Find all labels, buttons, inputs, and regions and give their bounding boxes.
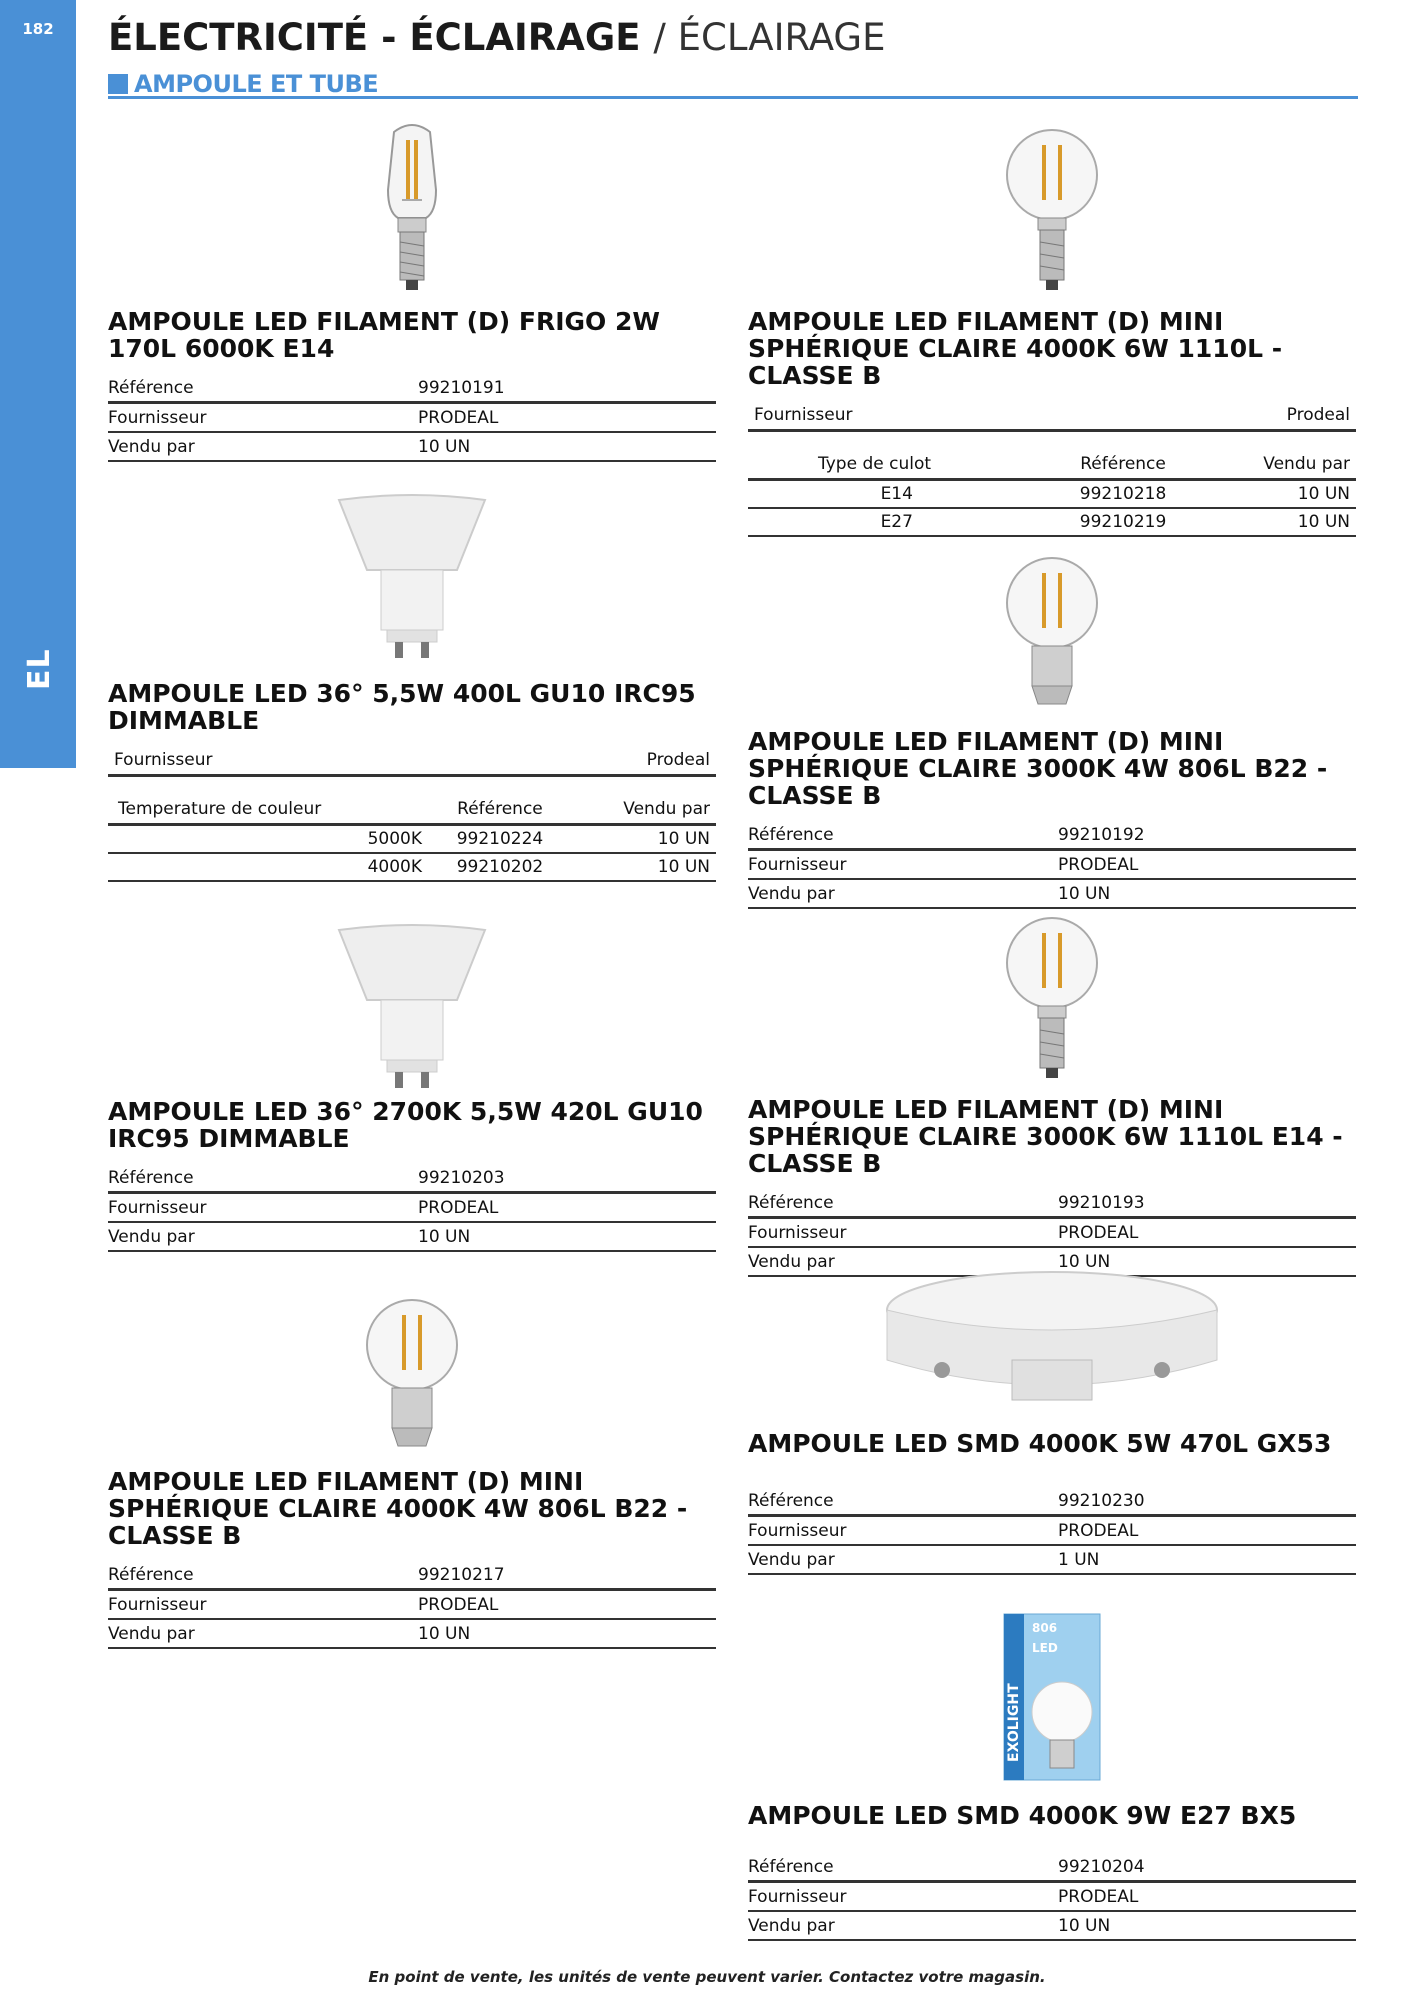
spec-key: Vendu par [748,879,1058,908]
spec-value: 10 UN [1058,1247,1356,1276]
spec-key: Fournisseur [108,1193,418,1223]
spec-value: 10 UN [418,1222,716,1251]
spec-value: PRODEAL [1058,850,1356,880]
column-header: Vendu par [1201,450,1356,480]
filament-bulb-e14-tubular-icon [372,120,452,298]
product-card [108,1290,716,1649]
table-cell: 10 UN [1201,480,1356,509]
product-title: AMPOULE LED SMD 4000K 5W 470L GX53 [748,1429,1332,1458]
spec-value: PRODEAL [1058,1516,1356,1546]
section-title: AMPOULE ET TUBE [134,70,379,98]
page-title [108,16,885,59]
table-row [108,853,716,881]
spec-row [748,1911,1356,1940]
product-image [108,1290,716,1458]
spec-value: 10 UN [1058,1911,1356,1940]
table-cell: 5000K [108,825,428,854]
spec-value: 99210204 [1058,1853,1356,1882]
product-spec-table [108,374,716,462]
product-spec-table [748,1189,1356,1277]
page-title-sub: / ÉCLAIRAGE [653,16,886,59]
spec-key: Fournisseur [108,1590,418,1620]
spec-key: Vendu par [108,1619,418,1648]
product-spec-table [748,1487,1356,1575]
table-cell: 4000K [108,853,428,881]
spec-key: Référence [108,1561,418,1590]
gu10-spot-bulb-icon [337,490,487,660]
spec-value: 10 UN [1058,879,1356,908]
product-title: AMPOULE LED FILAMENT (D) MINI SPHÉRIQUE CLAIRE 3000K 4W 806L B22 - CLASSE B [748,727,1328,810]
section-header [108,70,1358,99]
gu10-spot-bulb-icon [337,920,487,1090]
filament-bulb-e14-round-icon [1002,908,1102,1086]
spec-key: Fournisseur [108,403,418,433]
table-row [108,825,716,854]
supplier-value: Prodeal [1286,405,1350,425]
spec-value: PRODEAL [1058,1218,1356,1248]
column-header: Vendu par [572,795,716,825]
spec-row [108,1561,716,1590]
page-title-main: ÉLECTRICITÉ - ÉCLAIRAGE [108,16,641,59]
product-spec-table [108,1561,716,1649]
spec-key: Référence [108,374,418,403]
product-image [108,920,716,1088]
table-row [748,480,1356,509]
spec-row [748,1853,1356,1882]
spec-row [108,374,716,403]
spec-key: Référence [108,1164,418,1193]
spec-value: 99210230 [1058,1487,1356,1516]
spec-row [748,1516,1356,1546]
supplier-row [748,401,1356,432]
spec-row [748,879,1356,908]
table-cell: 10 UN [572,853,716,881]
spec-key: Vendu par [748,1545,1058,1574]
table-cell: 10 UN [572,825,716,854]
box-tech-text: LED [1032,1641,1058,1655]
spec-key: Fournisseur [748,1516,1058,1546]
spec-row [748,1545,1356,1574]
product-spec-table [748,1853,1356,1941]
column-header: Temperature de couleur [108,795,428,825]
spec-key: Référence [748,1487,1058,1516]
product-title: AMPOULE LED FILAMENT (D) FRIGO 2W 170L 6000K E14 [108,307,660,363]
spec-value: PRODEAL [418,403,716,433]
spec-value: 99210193 [1058,1189,1356,1218]
table-cell: E27 [748,508,1046,536]
spec-row [108,403,716,433]
product-title: AMPOULE LED FILAMENT (D) MINI SPHÉRIQUE CLAIRE 3000K 6W 1110L E14 - CLASSE B [748,1095,1343,1178]
product-image [748,548,1356,718]
spec-value: 10 UN [418,432,716,461]
column-header: Type de culot [748,450,1046,480]
variant-table [748,450,1356,537]
product-title: AMPOULE LED FILAMENT (D) MINI SPHÉRIQUE CLAIRE 4000K 4W 806L B22 - CLASSE B [108,1467,688,1550]
supplier-value: Prodeal [646,750,710,770]
spec-key: Fournisseur [748,1218,1058,1248]
spec-row [748,1189,1356,1218]
table-cell: 99210219 [1046,508,1201,536]
supplier-label: Fournisseur [114,750,213,770]
product-card [748,120,1356,537]
spec-row [748,1487,1356,1516]
spec-key: Référence [748,821,1058,850]
product-image [108,120,716,298]
supplier-row [108,746,716,777]
spec-value: PRODEAL [418,1193,716,1223]
spec-value: 99210203 [418,1164,716,1193]
gx53-disc-lamp-icon [882,1270,1222,1420]
spec-value: 99210217 [418,1561,716,1590]
category-label: EL [22,648,57,690]
page-number: 182 [22,20,54,38]
spec-key: Fournisseur [748,850,1058,880]
filament-bulb-b22-icon [362,1290,462,1460]
spec-value: 1 UN [1058,1545,1356,1574]
product-card [108,120,716,462]
box-brand-text: EXOLIGHT [1006,1683,1022,1762]
product-spec-table [108,1164,716,1252]
spec-row [108,1164,716,1193]
boxed-led-bulb-icon [1002,1612,1102,1782]
spec-row [108,1619,716,1648]
spec-row [108,1193,716,1223]
table-cell: 99210224 [428,825,572,854]
spec-key: Vendu par [748,1911,1058,1940]
variant-table [108,795,716,882]
spec-key: Vendu par [748,1247,1058,1276]
filament-bulb-b22-icon [1002,548,1102,718]
spec-row [108,432,716,461]
spec-row [748,821,1356,850]
product-card [748,908,1356,1277]
spec-key: Fournisseur [748,1882,1058,1912]
product-title: AMPOULE LED SMD 4000K 9W E27 BX5 [748,1801,1297,1830]
box-lumens-text: 806 [1032,1621,1058,1635]
spec-row [108,1590,716,1620]
spec-row [748,850,1356,880]
sidebar-tab [0,0,76,768]
spec-row [748,1882,1356,1912]
spec-row [108,1222,716,1251]
filament-bulb-e14-round-icon [1002,120,1102,298]
product-image [748,1612,1356,1782]
table-cell: 99210202 [428,853,572,881]
product-title: AMPOULE LED 36° 2700K 5,5W 420L GU10 IRC95 DIMMABLE [108,1097,703,1153]
product-card [108,490,716,882]
table-cell: E14 [748,480,1046,509]
supplier-label: Fournisseur [754,405,853,425]
product-spec-table [748,821,1356,909]
product-image [748,120,1356,298]
spec-value: PRODEAL [418,1590,716,1620]
section-square-icon [108,74,128,94]
spec-key: Référence [748,1189,1058,1218]
product-image [748,908,1356,1086]
product-image [108,490,716,670]
product-card [108,920,716,1252]
spec-value: 99210192 [1058,821,1356,850]
spec-value: 10 UN [418,1619,716,1648]
spec-key: Vendu par [108,1222,418,1251]
spec-value: 99210191 [418,374,716,403]
product-card [748,1612,1356,1941]
column-header: Référence [1046,450,1201,480]
footer-note: En point de vente, les unités de vente peuvent varier. Contactez votre magasin. [368,1968,1046,1986]
product-card [748,548,1356,909]
spec-row [748,1218,1356,1248]
column-header: Référence [428,795,572,825]
spec-key: Référence [748,1853,1058,1882]
product-image [748,1270,1356,1420]
spec-key: Vendu par [108,432,418,461]
product-title: AMPOULE LED 36° 5,5W 400L GU10 IRC95 DIMMABLE [108,679,696,735]
table-cell: 99210218 [1046,480,1201,509]
table-row [748,508,1356,536]
spec-value: PRODEAL [1058,1882,1356,1912]
product-title: AMPOULE LED FILAMENT (D) MINI SPHÉRIQUE CLAIRE 4000K 6W 1110L - CLASSE B [748,307,1283,390]
table-cell: 10 UN [1201,508,1356,536]
product-card [748,1270,1356,1575]
